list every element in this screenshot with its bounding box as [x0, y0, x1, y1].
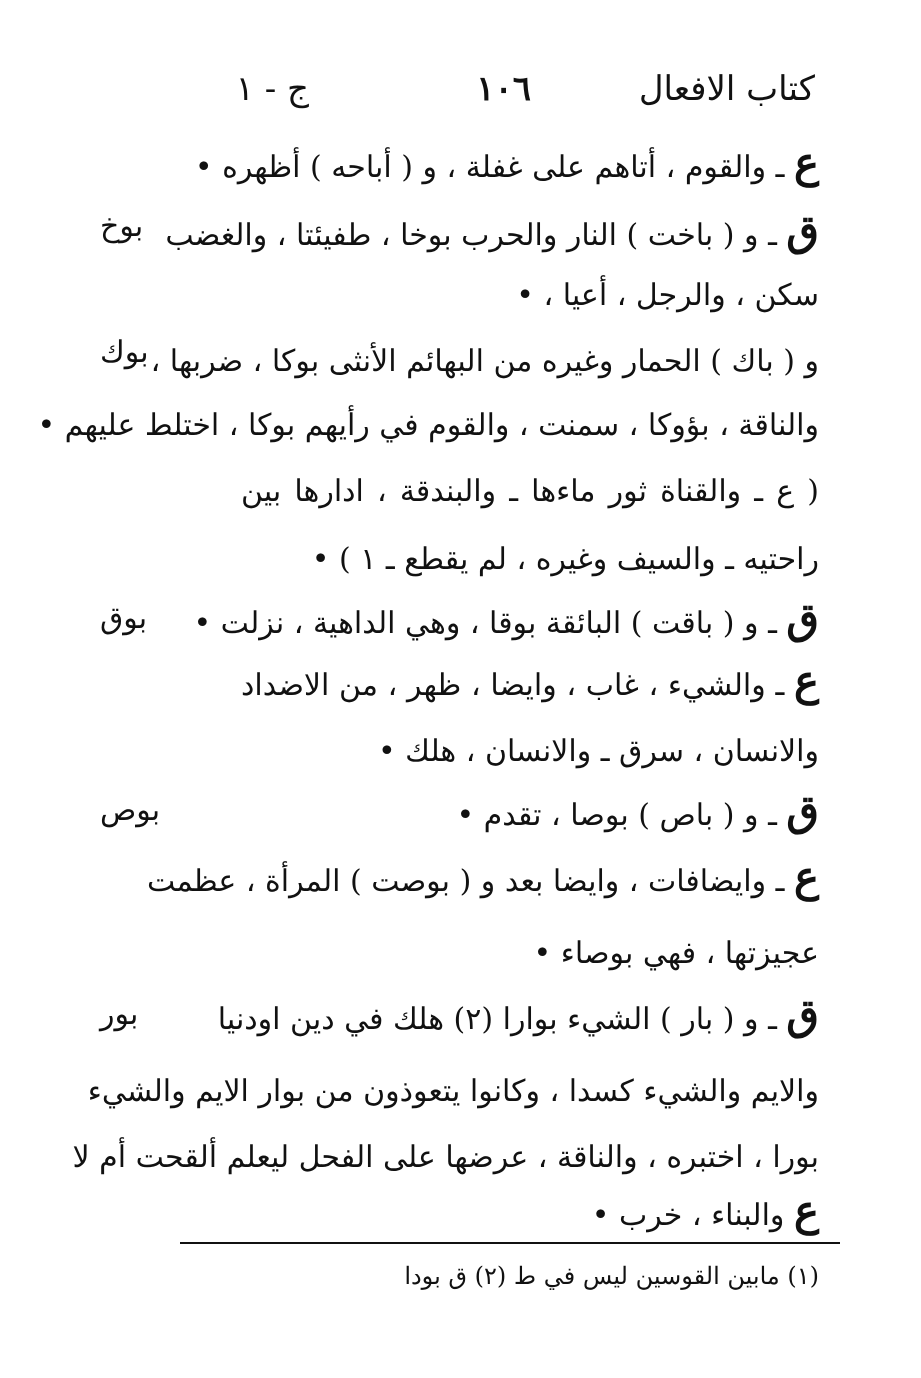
text-line: [199, 530, 819, 580]
source-marker: ق: [786, 206, 819, 255]
text-line: [241, 786, 819, 836]
root-word: بوخ: [100, 209, 144, 244]
line-text: سكن ، والرجل ، أعيا ، •: [516, 278, 819, 313]
source-marker: ع: [793, 656, 819, 705]
text-line: [146, 852, 819, 902]
text-line: [37, 396, 819, 446]
line-text: و ( باك ) الحمار وغيره من البهائم الأنثى بوكا ، ضربها ،: [150, 344, 819, 379]
line-text: ـ والقوم ، أتاهم على غفلة ، و ( أباحه ) أظهره •: [194, 150, 794, 185]
text-line: [241, 462, 819, 512]
root-word: بوق: [100, 601, 148, 636]
text-line: [72, 1128, 819, 1178]
page-number: ١٠٦: [476, 69, 531, 109]
text-line: [150, 332, 819, 382]
text-line: [199, 924, 819, 974]
line-text: راحتيه ـ والسيف وغيره ، لم يقطع ـ ١ ) •: [311, 542, 819, 577]
text-line: [199, 266, 819, 316]
line-text: ـ و ( بار ) الشيء بوارا (٢) هلك في دين اودنيا: [217, 1002, 787, 1037]
book-title: كتاب الافعال: [638, 69, 815, 109]
footnote-divider: [180, 1242, 840, 1244]
line-text: والانسان ، سرق ـ والانسان ، هلك •: [377, 734, 819, 769]
line-text: ـ و ( باخت ) النار والحرب بوخا ، طفيئتا ، والغضب: [165, 218, 787, 253]
source-marker: ع: [793, 1186, 819, 1235]
line-text: ـ و ( باص ) بوصا ، تقدم •: [456, 798, 787, 833]
text-line: [194, 138, 819, 188]
text-line: [241, 1186, 819, 1236]
volume-label: ج - ١: [235, 69, 309, 109]
line-text: بورا ، اختبره ، والناقة ، عرضها على الفحل ليعلم ألقحت أم لا: [72, 1140, 819, 1175]
line-text: والناقة ، بؤوكا ، سمنت ، والقوم في رأيهم بوكا ، اختلط عليهم •: [37, 408, 819, 443]
line-text: عجيزتها ، فهي بوصاء •: [533, 936, 819, 971]
source-marker: ع: [793, 852, 819, 901]
root-word: بوص: [100, 793, 161, 828]
line-text: ـ والشيء ، غاب ، وايضا ، ظهر ، من الاضداد: [241, 668, 794, 703]
text-line: [217, 990, 819, 1040]
source-marker: ق: [786, 990, 819, 1039]
line-text: ( ع ـ والقناة ثور ماءها ـ والبندقة ، ادارها بين: [241, 474, 819, 509]
text-line: [193, 594, 819, 644]
line-text: ـ و ( باقت ) البائقة بوقا ، وهي الداهية ، نزلت •: [193, 606, 787, 641]
source-marker: ق: [786, 786, 819, 835]
text-line: [241, 656, 819, 706]
text-line: [165, 206, 819, 256]
root-word: بوك: [100, 335, 149, 370]
footnote: (١) مابين القوسين ليس في ط (٢) ق بودا: [404, 1262, 819, 1290]
line-text: والايم والشيء كسدا ، وكانوا يتعوذون من بوار الايم والشيء: [87, 1074, 819, 1109]
text-line: [87, 1062, 819, 1112]
text-line: [199, 722, 819, 772]
line-text: والبناء ، خرب •: [591, 1198, 794, 1233]
root-word: بور: [100, 997, 139, 1032]
source-marker: ق: [786, 594, 819, 643]
line-text: ـ وايضافات ، وايضا بعد و ( بوصت ) المرأة ، عظمت: [146, 864, 794, 899]
source-marker: ع: [793, 138, 819, 187]
